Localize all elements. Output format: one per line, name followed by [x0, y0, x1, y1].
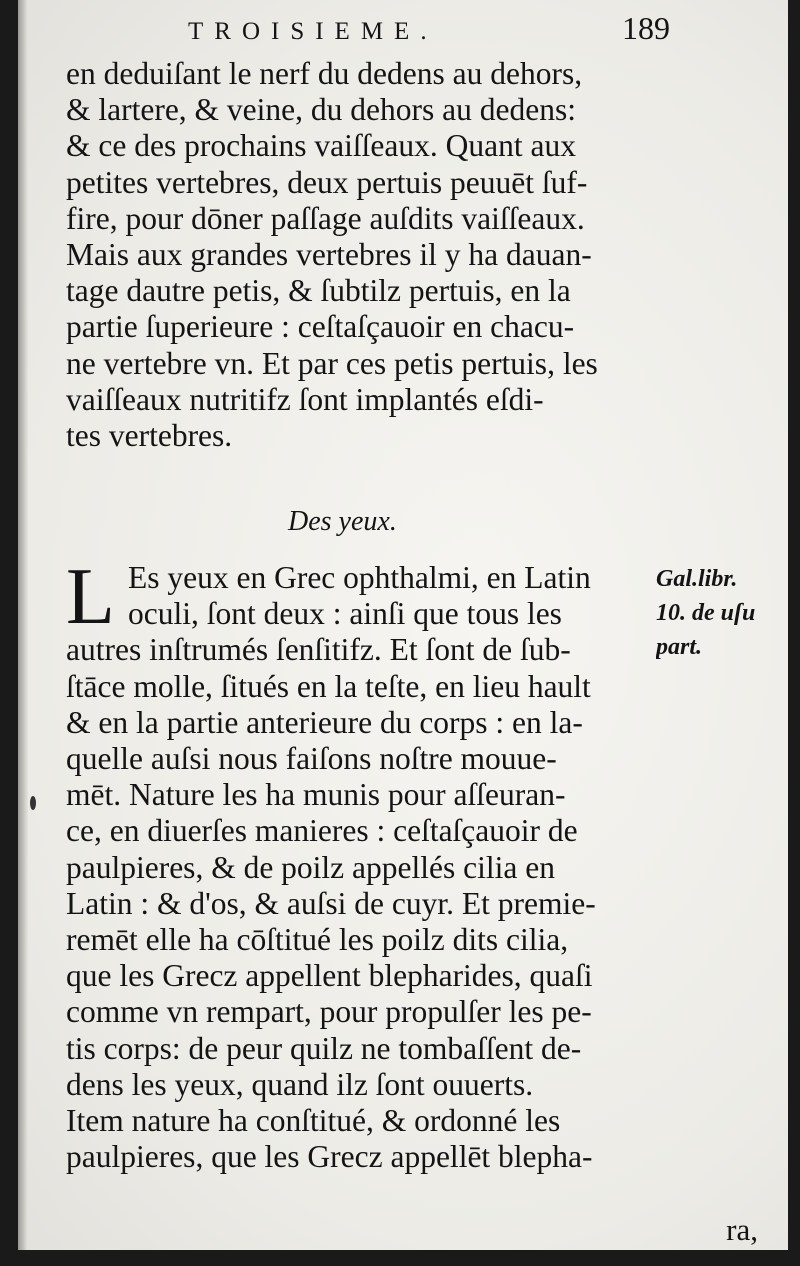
margin-note-line: Gal.libr.: [656, 566, 738, 592]
paragraph-2: [66, 553, 662, 1175]
paragraph-1: [66, 56, 662, 454]
book-page: [18, 0, 788, 1250]
text-line: remēt elle ha cōſtitué les poilz dits cilia,: [66, 922, 569, 958]
text-line: & en la partie anterieure du corps : en la-: [66, 704, 583, 740]
page-header: [18, 10, 788, 50]
text-line: & lartere, & veine, du dehors au dedens:: [66, 92, 576, 128]
text-line: autres inſtrumés ſenſitifz. Et ſont de ſub-: [66, 632, 571, 668]
text-line: ce, en diuerſes manieres : ceſtaſçauoir de: [66, 813, 578, 849]
text-line: tis corps: de peur quilz ne tombaſſent de-: [66, 1030, 582, 1066]
text-line: tage dautre petis, & ſubtilz pertuis, en la: [66, 273, 571, 309]
text-line: que les Grecz appellent blepharides, quaſi: [66, 958, 593, 994]
text-line: en deduiſant le nerf du dedens au dehors,: [66, 56, 583, 91]
text-line: comme vn rempart, pour propulſer les pe-: [66, 994, 592, 1030]
text-line: paulpieres, que les Grecz appellēt blepha-: [66, 1139, 593, 1175]
text-line: tes vertebres.: [66, 418, 233, 454]
drop-cap: L: [66, 553, 115, 641]
page-gutter-shadow: [18, 0, 28, 1250]
text-line: ne vertebre vn. Et par ces petis pertuis, les: [66, 345, 598, 381]
text-line: Latin : & d'os, & auſsi de cuyr. Et premie-: [66, 885, 596, 921]
text-line: quelle auſsi nous faiſons noſtre mouue-: [66, 741, 557, 777]
text-line: petites vertebres, deux pertuis peuuēt ſuf-: [66, 164, 588, 200]
text-line: paulpieres, & de poilz appellés cilia en: [66, 849, 555, 885]
page-number: 189: [622, 10, 670, 46]
section-heading: Des yeux.: [288, 506, 397, 537]
text-line: mēt. Nature les ha munis pour aſſeuran-: [66, 777, 566, 813]
text-line: Es yeux en Grec ophthalmi, en Latin: [128, 560, 591, 595]
text-line: & ce des prochains vaiſſeaux. Quant aux: [66, 128, 576, 164]
text-line: Mais aux grandes vertebres il y ha dauan-: [66, 237, 592, 273]
margin-note: [656, 562, 788, 664]
text-line: partie ſuperieure : ceſtaſçauoir en chacu-: [66, 309, 575, 345]
catchword: ra,: [726, 1212, 758, 1247]
ink-spot: [30, 796, 36, 810]
text-line: dens les yeux, quand ilz ſont ouuerts.: [66, 1066, 534, 1102]
margin-note-line: 10. de uſu: [656, 600, 756, 626]
text-line: vaiſſeaux nutritifz ſont implantés eſdi-: [66, 381, 544, 417]
running-head: TROISIEME.: [188, 18, 438, 45]
text-line: fire, pour dōner paſſage auſdits vaiſſeaux.: [66, 200, 585, 236]
text-line: Item nature ha conſtitué, & ordonné les: [66, 1103, 561, 1139]
text-line: oculi, ſont deux : ainſi que tous les: [128, 596, 562, 632]
text-line: ſtāce molle, ſitués en la teſte, en lieu hault: [66, 668, 591, 704]
margin-note-line: part.: [656, 634, 703, 660]
